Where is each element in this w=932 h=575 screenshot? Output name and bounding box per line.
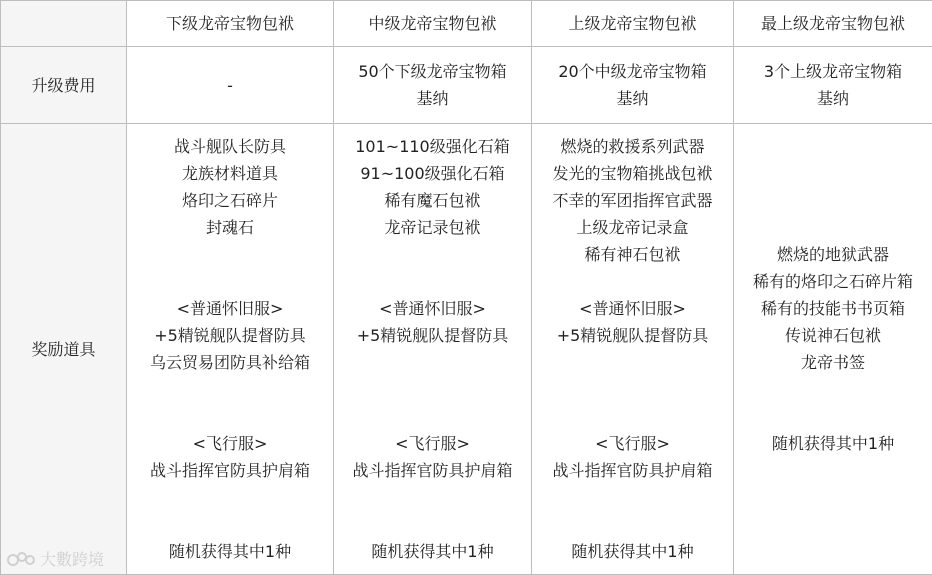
reward-cell-upper <box>532 124 734 575</box>
cost-line: 基纳 <box>334 85 531 112</box>
set-item: 乌云贸易团防具补给箱 <box>127 349 333 376</box>
reward-item: 龙帝书签 <box>734 349 932 376</box>
reward-cell-top <box>734 124 932 575</box>
set-item: +5精锐舰队提督防具 <box>334 322 531 349</box>
reward-item: 龙族材料道具 <box>127 160 333 187</box>
reward-item: 稀有魔石包袱 <box>334 187 531 214</box>
cost-line: 基纳 <box>532 85 733 112</box>
set-title: <普通怀旧服> <box>334 295 531 322</box>
header-upper-bundle: 上级龙帝宝物包袱 <box>532 1 734 47</box>
watermark-text: 大數跨境 <box>40 547 104 570</box>
reward-item: 燃烧的地狱武器 <box>734 241 932 268</box>
cost-line: 50个下级龙帝宝物箱 <box>334 58 531 85</box>
reward-item: 稀有神石包袱 <box>532 241 733 268</box>
random-note: 随机获得其中1种 <box>532 538 733 565</box>
reward-item: 稀有的烙印之石碎片箱 <box>734 268 932 295</box>
set-item: +5精锐舰队提督防具 <box>127 322 333 349</box>
set-title: <普通怀旧服> <box>532 295 733 322</box>
set-item: 战斗指挥官防具护肩箱 <box>334 457 531 484</box>
header-top-bundle: 最上级龙帝宝物包袱 <box>734 1 932 47</box>
random-note: 随机获得其中1种 <box>734 430 932 457</box>
set-title: <飞行服> <box>334 430 531 457</box>
reward-cell-lower <box>127 124 334 575</box>
set-item: 战斗指挥官防具护肩箱 <box>532 457 733 484</box>
set-title: <飞行服> <box>532 430 733 457</box>
reward-row <box>1 124 932 575</box>
cost-cell-top <box>734 47 932 124</box>
header-lower-bundle: 下级龙帝宝物包袱 <box>127 1 334 47</box>
header-row <box>1 1 932 47</box>
reward-item: 上级龙帝记录盒 <box>532 214 733 241</box>
corner-cell <box>1 1 127 47</box>
cost-line: 20个中级龙帝宝物箱 <box>532 58 733 85</box>
reward-label: 奖励道具 <box>1 124 127 575</box>
reward-item: 101~110级强化石箱 <box>334 133 531 160</box>
set-title: <普通怀旧服> <box>127 295 333 322</box>
cost-cell-middle <box>334 47 532 124</box>
set-title: <飞行服> <box>127 430 333 457</box>
reward-item: 发光的宝物箱挑战包袱 <box>532 160 733 187</box>
reward-item: 烙印之石碎片 <box>127 187 333 214</box>
reward-item: 不幸的军团指挥官武器 <box>532 187 733 214</box>
reward-item: 91~100级强化石箱 <box>334 160 531 187</box>
cost-row <box>1 47 932 124</box>
reward-item: 稀有的技能书书页箱 <box>734 295 932 322</box>
reward-item: 龙帝记录包袱 <box>334 214 531 241</box>
cost-line: 3个上级龙帝宝物箱 <box>734 58 932 85</box>
reward-item: 传说神石包袱 <box>734 322 932 349</box>
reward-cell-middle <box>334 124 532 575</box>
random-note: 随机获得其中1种 <box>127 538 333 565</box>
cost-line: - <box>127 72 333 99</box>
cost-line: 基纳 <box>734 85 932 112</box>
cost-cell-lower <box>127 47 334 124</box>
cost-cell-upper <box>532 47 734 124</box>
header-middle-bundle: 中级龙帝宝物包袱 <box>334 1 532 47</box>
reward-item: 燃烧的救援系列武器 <box>532 133 733 160</box>
random-note: 随机获得其中1种 <box>334 538 531 565</box>
reward-item: 封魂石 <box>127 214 333 241</box>
reward-item: 战斗舰队长防具 <box>127 133 333 160</box>
cost-label: 升级费用 <box>1 47 127 124</box>
set-item: +5精锐舰队提督防具 <box>532 322 733 349</box>
set-item: 战斗指挥官防具护肩箱 <box>127 457 333 484</box>
